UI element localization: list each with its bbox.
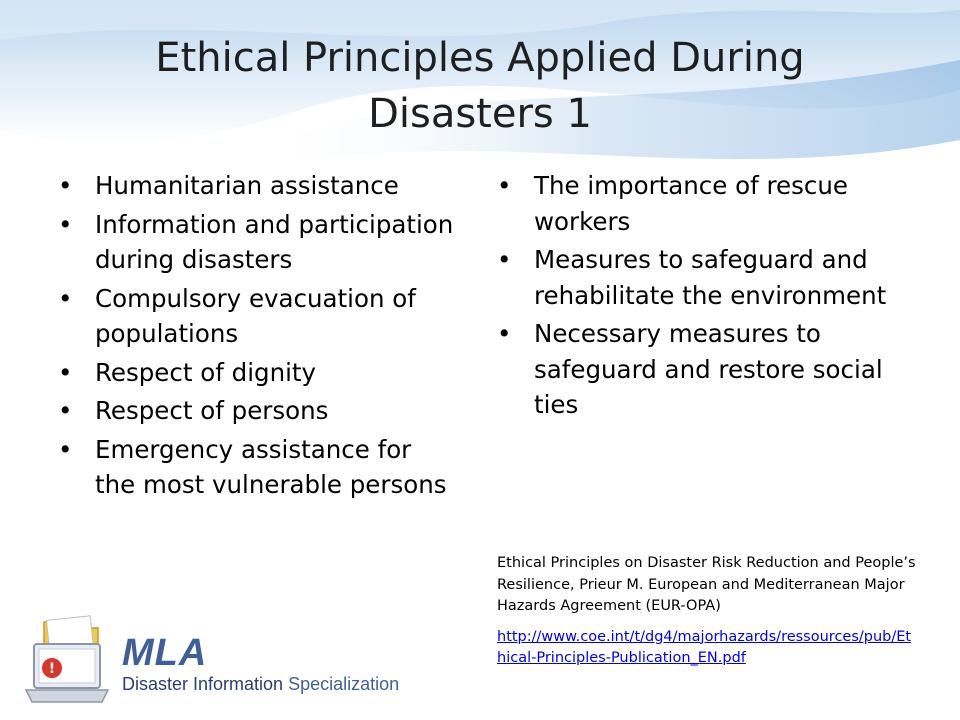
bullet-icon: • [58, 434, 73, 464]
bullet-icon: • [58, 209, 73, 239]
bullet-icon: • [58, 357, 73, 387]
list-item: • Respect of dignity [58, 355, 458, 391]
right-bullet-list [497, 168, 917, 426]
reference-block [497, 553, 917, 670]
bullet-icon: • [58, 283, 73, 313]
laptop-folder-icon [22, 614, 118, 710]
title-line-2: Disasters 1 [368, 91, 592, 137]
list-item: • Humanitarian assistance [58, 168, 458, 204]
list-item: • Information and participation during disasters [58, 207, 458, 278]
slide-title [60, 30, 900, 142]
list-item: • Emergency assistance for the most vulnerable persons [58, 432, 458, 503]
left-bullet-list [58, 168, 458, 506]
mla-wordmark: MLA [122, 632, 208, 674]
bullet-icon: • [497, 319, 512, 348]
mla-logo [22, 610, 400, 710]
bullet-icon: • [58, 171, 73, 200]
bullet-icon: • [497, 245, 512, 274]
reference-citation: Ethical Principles on Disaster Risk Reduction and People’s Resilience, Prieur M. European and Mediterranean Major Hazards Agreement (EUR-OPA) [497, 555, 916, 614]
title-line-1: Ethical Principles Applied During [155, 35, 805, 81]
bullet-icon: • [58, 396, 73, 425]
list-item: • Compulsory evacuation of populations [58, 281, 458, 352]
list-item: • Measures to safeguard and rehabilitate the environment [497, 242, 917, 313]
bullet-icon: • [497, 171, 512, 200]
list-item: • The importance of rescue workers [497, 168, 917, 239]
svg-text:!: ! [48, 661, 56, 677]
logo-subtitle: Disaster Information Specialization [122, 674, 400, 694]
reference-link[interactable]: http://www.coe.int/t/dg4/majorhazards/ressources/pub/Ethical-Principles-Publication_EN.pdf [497, 628, 912, 666]
list-item: • Respect of persons [58, 393, 458, 429]
list-item: • Necessary measures to safeguard and restore social ties [497, 316, 917, 423]
